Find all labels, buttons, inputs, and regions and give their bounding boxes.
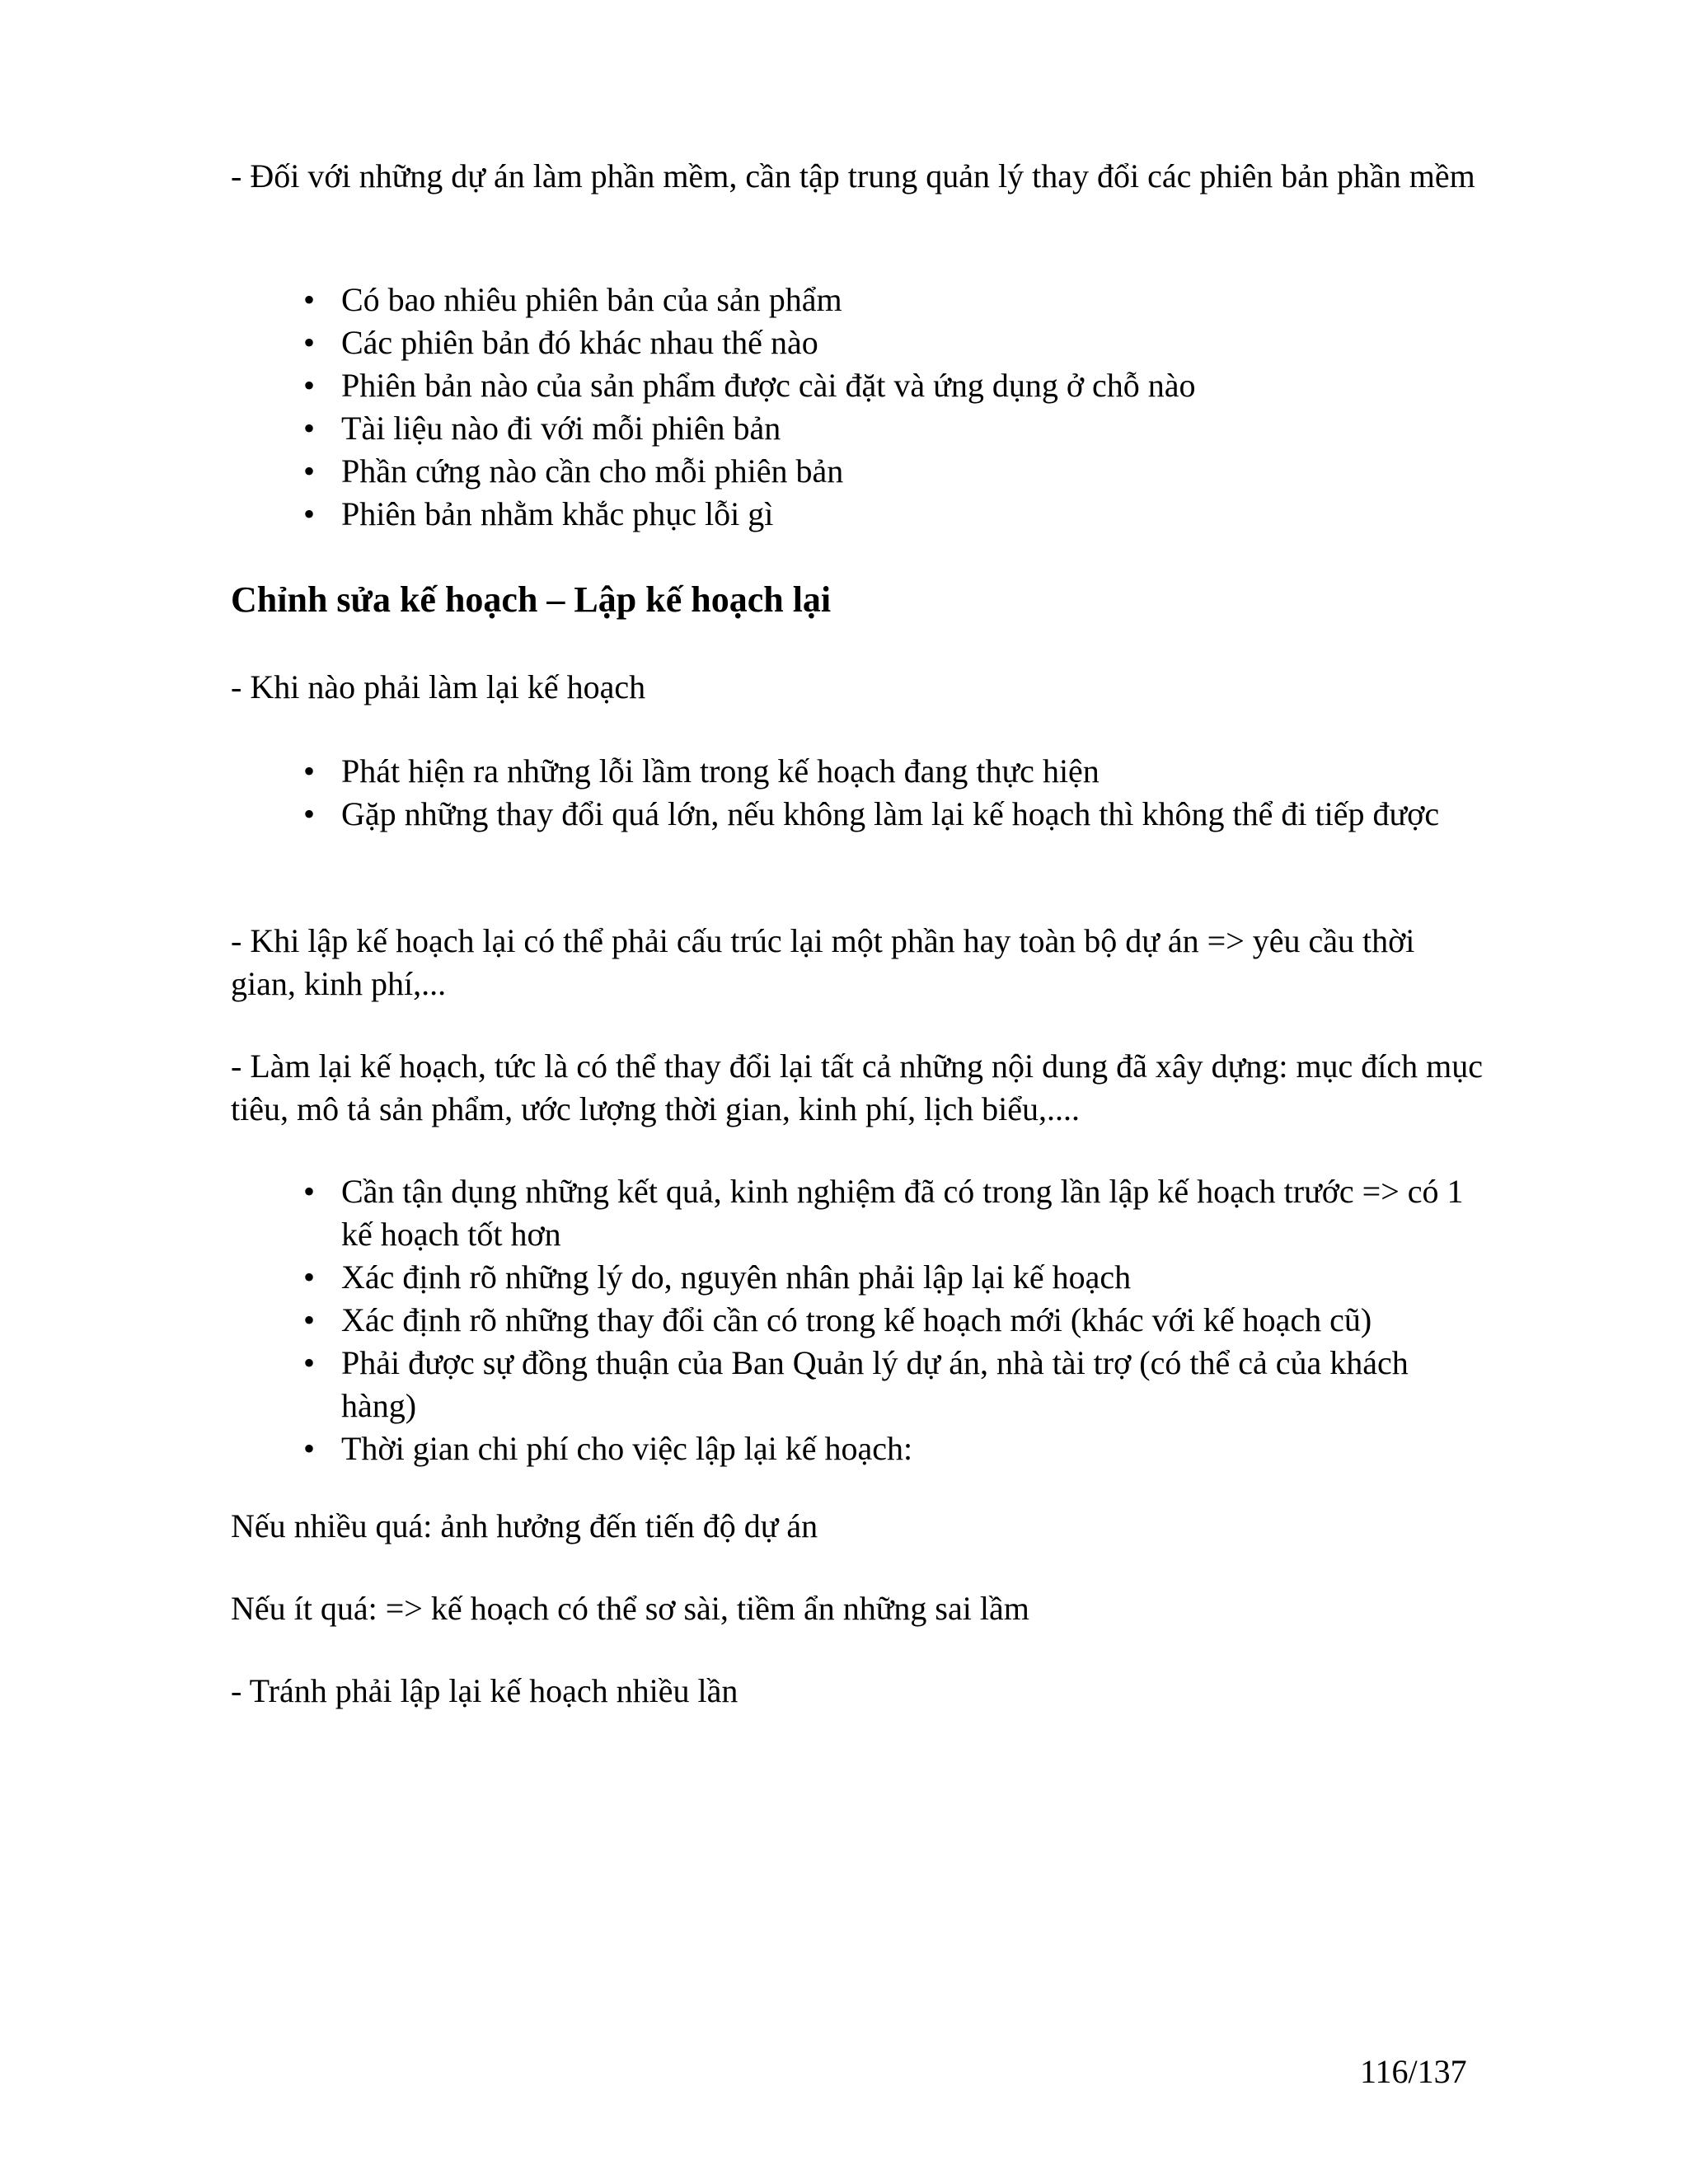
paragraph-software-versions: - Đối với những dự án làm phần mềm, cần tập trung quản lý thay đổi các phiên bản phần mềm: [231, 157, 1475, 194]
bullet-icon: •: [303, 324, 316, 361]
list-item: • Gặp những thay đổi quá lớn, nếu không làm lại kế hoạch thì không thể đi tiếp được: [231, 793, 1479, 836]
list-item: • Xác định rõ những thay đổi cần có trong kế hoạch mới (khác với kế hoạch cũ): [231, 1299, 1479, 1342]
bullet-icon: •: [303, 1258, 316, 1296]
section-heading: Chỉnh sửa kế hoạch – Lập kế hoạch lại: [231, 579, 832, 620]
paragraph-restructure: - Khi lập kế hoạch lại có thể phải cấu trúc lại một phần hay toàn bộ dự án => yêu cầu thời gian, kinh phí,...: [231, 922, 1415, 1002]
list-item: • Cần tận dụng những kết quả, kinh nghiệm đã có trong lần lập kế hoạch trước => có 1 kế hoạch tốt hơn: [231, 1170, 1479, 1256]
bullet-icon: •: [303, 1344, 316, 1381]
list-item: • Tài liệu nào đi với mỗi phiên bản: [231, 407, 1479, 450]
bullet-icon: •: [303, 410, 316, 447]
list-item: • Phát hiện ra những lỗi lầm trong kế hoạch đang thực hiện: [231, 750, 1479, 793]
list-item: • Xác định rõ những lý do, nguyên nhân phải lập lại kế hoạch: [231, 1256, 1479, 1299]
list-item: • Phần cứng nào cần cho mỗi phiên bản: [231, 450, 1479, 493]
replan-guidelines-list: [231, 1170, 1484, 1470]
paragraph-redo-plan: - Làm lại kế hoạch, tức là có thể thay đổi lại tất cả những nội dung đã xây dựng: mục đích mục tiêu, mô tả sản phẩm, ước lượng thời gian, kinh phí, lịch biểu,....: [231, 1047, 1484, 1127]
paragraph-too-much: Nếu nhiều quá: ảnh hưởng đến tiến độ dự án: [231, 1507, 818, 1544]
paragraph-too-little: Nếu ít quá: => kế hoạch có thể sơ sài, tiềm ẩn những sai lầm: [231, 1590, 1029, 1627]
bullet-icon: •: [303, 1173, 316, 1210]
paragraph-when-replan: - Khi nào phải làm lại kế hoạch: [231, 668, 646, 705]
bullet-icon: •: [303, 1430, 316, 1467]
bullet-icon: •: [303, 495, 316, 532]
page-number: 116/137: [1360, 2053, 1467, 2090]
list-item: • Phiên bản nhằm khắc phục lỗi gì: [231, 493, 1479, 536]
list-item: • Có bao nhiêu phiên bản của sản phẩm: [231, 279, 1479, 321]
bullet-icon: •: [303, 281, 316, 318]
list-item: • Phiên bản nào của sản phẩm được cài đặt và ứng dụng ở chỗ nào: [231, 364, 1479, 407]
bullet-icon: •: [303, 752, 316, 790]
replan-reasons-list: [231, 750, 1484, 836]
list-item: • Phải được sự đồng thuận của Ban Quản lý dự án, nhà tài trợ (có thể cả của khách hàng): [231, 1342, 1479, 1427]
paragraph-avoid-replan: - Tránh phải lập lại kế hoạch nhiều lần: [231, 1672, 738, 1709]
bullet-icon: •: [303, 795, 316, 832]
bullet-icon: •: [303, 367, 316, 404]
bullet-icon: •: [303, 452, 316, 490]
version-questions-list: [231, 279, 1484, 536]
list-item: • Thời gian chi phí cho việc lập lại kế hoạch:: [231, 1427, 1479, 1470]
list-item: • Các phiên bản đó khác nhau thế nào: [231, 321, 1479, 364]
bullet-icon: •: [303, 1301, 316, 1338]
